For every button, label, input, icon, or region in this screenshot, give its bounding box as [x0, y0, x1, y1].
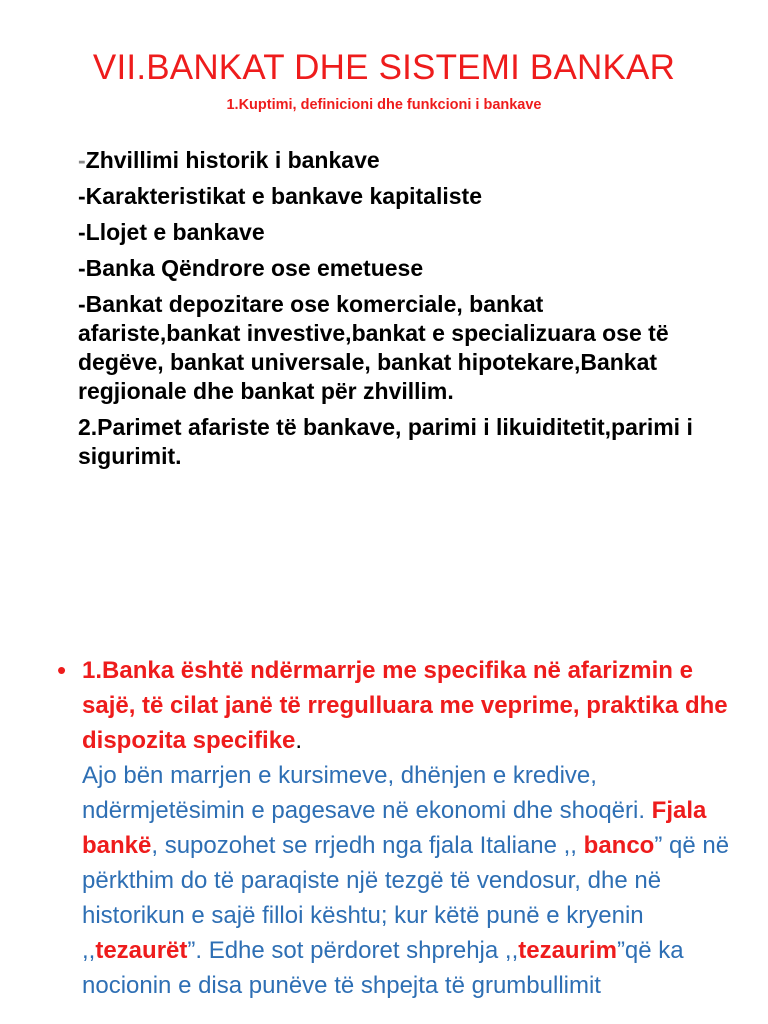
topic-text: -Karakteristikat e bankave kapitaliste [78, 183, 482, 209]
paragraph-text: ” që në përkthim do të paraqiste një tezgë të vendosur, dhe në historikun e sajë filloi kështu; kur këtë punë e kryenin ,, [82, 832, 730, 964]
lead-statement: 1.Banka është ndërmarrje me specifika në afarizmin e sajë, të cilat janë të rregulluara me veprime, praktika dhe dispozita specifike [82, 657, 728, 754]
topic-list [78, 146, 698, 478]
topic-item [78, 290, 698, 406]
topic-item [78, 146, 698, 175]
slide-2 [0, 580, 768, 1024]
paragraph-body [82, 653, 747, 1003]
paragraph-text: ”. Edhe sot përdoret shprehja ,, [187, 937, 519, 964]
topic-item [78, 254, 698, 283]
highlight-term: Fjala bankë [82, 797, 707, 859]
lead-period: . [295, 727, 303, 754]
highlight-term: banco [583, 832, 655, 859]
paragraph-text: , supozohet se rrjedh nga fjala Italiane ,, [151, 832, 584, 859]
bullet-paragraph [57, 653, 747, 1003]
paragraph-text: ”që ka nocionin e disa punëve të shpejta të grumbullimit [82, 937, 684, 999]
topic-dash: - [78, 147, 86, 173]
topic-text: Zhvillimi historik i bankave [85, 147, 380, 173]
topic-item [78, 218, 698, 247]
topic-text: -Llojet e bankave [78, 219, 265, 245]
slide-title: VII.BANKAT DHE SISTEMI BANKAR [92, 48, 676, 87]
topic-text: -Banka Qëndrore ose emetuese [78, 255, 424, 281]
highlight-term: tezaurim [518, 937, 617, 964]
highlight-term: tezaurët [95, 937, 188, 964]
topic-item [78, 413, 698, 471]
topic-text: 2.Parimet afariste të bankave, parimi i likuiditetit,parimi i sigurimit. [78, 414, 693, 469]
slide-subtitle: 1.Kuptimi, definicioni dhe funkcioni i bankave [226, 97, 542, 113]
paragraph-text: Ajo bën marrjen e kursimeve, dhënjen e kredive, ndërmjetësimin e pagesave në ekonomi dhe shoqëri. [82, 762, 652, 824]
bullet-icon: • [57, 655, 67, 685]
topic-item [78, 182, 698, 211]
topic-text: -Bankat depozitare ose komerciale, bankat afariste,bankat investive,bankat e specializuara ose të degëve, bankat universale, bankat hipotekare,Bankat regjionale dhe bankat për zhvillim. [78, 291, 669, 404]
